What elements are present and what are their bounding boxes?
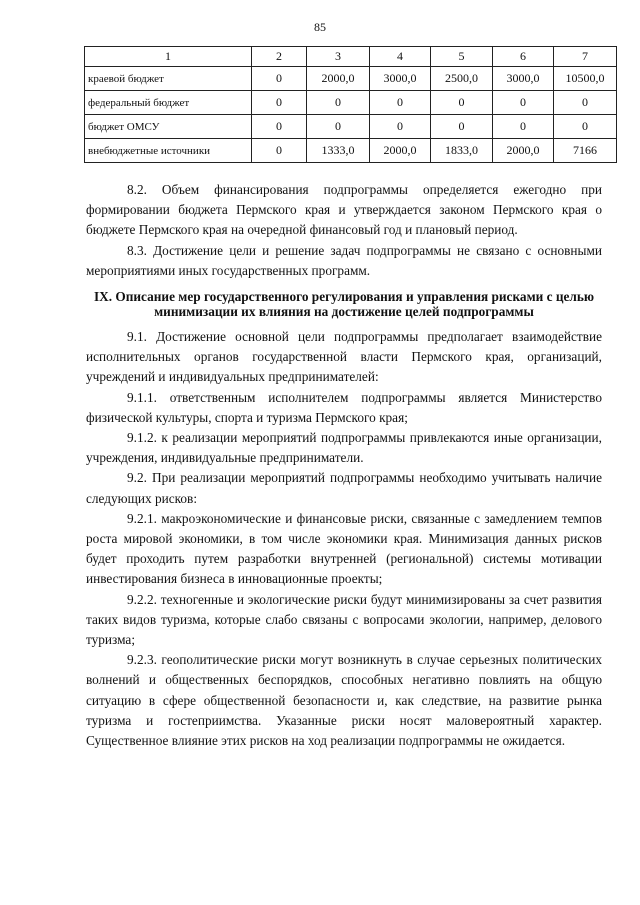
table-cell: 0 [370,115,431,139]
paragraph-9-1-1: 9.1.1. ответственным исполнителем подпрограммы является Министерство физической культуры, спорта и туризма Пермского края; [86,389,602,425]
table-header-cell: 4 [370,47,431,67]
table-header-row [85,47,617,67]
paragraph-8-3: 8.3. Достижение цели и решение задач подпрограммы не связано с основными мероприятиями иных государственных программ. [86,242,602,278]
table-cell: 1833,0 [431,139,493,163]
table-cell: 0 [431,91,493,115]
table-row [85,139,617,163]
paragraph-9-1-2: 9.1.2. к реализации мероприятий подпрограммы привлекаются иные организации, учреждения, индивидуальные предприниматели. [86,430,602,466]
paragraph-9-2-2: 9.2.2. техногенные и экологические риски будут минимизированы за счет развития таких видов туризма, которые слабо связаны с вопросами экологии, например, делового туризма; [86,591,602,648]
table-header-cell: 1 [85,47,252,67]
table-cell: 2000,0 [307,67,370,91]
table-cell: 0 [493,91,554,115]
table-cell: 0 [252,115,307,139]
table-row [85,91,617,115]
table-cell: 1333,0 [307,139,370,163]
table-cell: 10500,0 [554,67,617,91]
table-cell: 0 [307,115,370,139]
table-cell: 0 [431,115,493,139]
paragraph-9-2: 9.2. При реализации мероприятий подпрограммы необходимо учитывать наличие следующих рисков: [86,470,602,506]
table-row-label: федеральный бюджет [85,91,252,115]
table-row [85,115,617,139]
table-cell: 0 [554,115,617,139]
table-cell: 0 [307,91,370,115]
table-cell: 2000,0 [493,139,554,163]
table-header-cell: 3 [307,47,370,67]
table-row [85,67,617,91]
table-cell: 3000,0 [493,67,554,91]
table-header-cell: 7 [554,47,617,67]
table-cell: 0 [252,139,307,163]
page-number: 85 [314,20,326,34]
paragraph-9-2-1: 9.2.1. макроэкономические и финансовые риски, связанные с замедлением темпов роста мировой экономики, в том числе экономики края. Минимизация данных рисков будет проходить путем разработки внутренней (региональной) системы мотивации инвестирования бизнеса в инновационные проекты; [86,510,602,587]
table-cell: 3000,0 [370,67,431,91]
financing-table [84,46,617,163]
table-cell: 0 [252,91,307,115]
table-row-label: бюджет ОМСУ [85,115,252,139]
table-cell: 0 [252,67,307,91]
body-text [86,180,602,751]
table-header-cell: 6 [493,47,554,67]
paragraph-9-1: 9.1. Достижение основной цели подпрограммы предполагает взаимодействие исполнительных органов государственной власти Пермского края, организаций, учреждений и индивидуальных предпринимателей: [86,329,602,385]
table-header-cell: 5 [431,47,493,67]
table-cell: 0 [493,115,554,139]
table-cell: 0 [554,91,617,115]
table-row-label: краевой бюджет [85,67,252,91]
table-cell: 7166 [554,139,617,163]
table-cell: 0 [370,91,431,115]
table-header-cell: 2 [252,47,307,67]
paragraph-9-2-3: 9.2.3. геополитические риски могут возникнуть в случае серьезных политических волнений и общественных беспорядков, способных негативно повлиять на общую ситуацию в сфере общественной безопасности и, как следствие, на развитие рынка туризма и гостеприимства. Указанные риски носят маловероятный характер. Существенное влияние этих рисков на ход реализации подпрограммы не ожидается. [86,652,602,749]
section-heading: IX. Описание мер государственного регулирования и управления рисками с целью минимизации их влияния на достижение целей подпрограммы [93,289,595,320]
table-row-label: внебюджетные источники [85,139,252,163]
paragraph-8-2: 8.2. Объем финансирования подпрограммы определяется ежегодно при формировании бюджета Пермского края и утверждается законом Пермского края о бюджете Пермского края на очередной финансовый год и плановый период. [86,182,602,238]
table-cell: 2500,0 [431,67,493,91]
table-cell: 2000,0 [370,139,431,163]
